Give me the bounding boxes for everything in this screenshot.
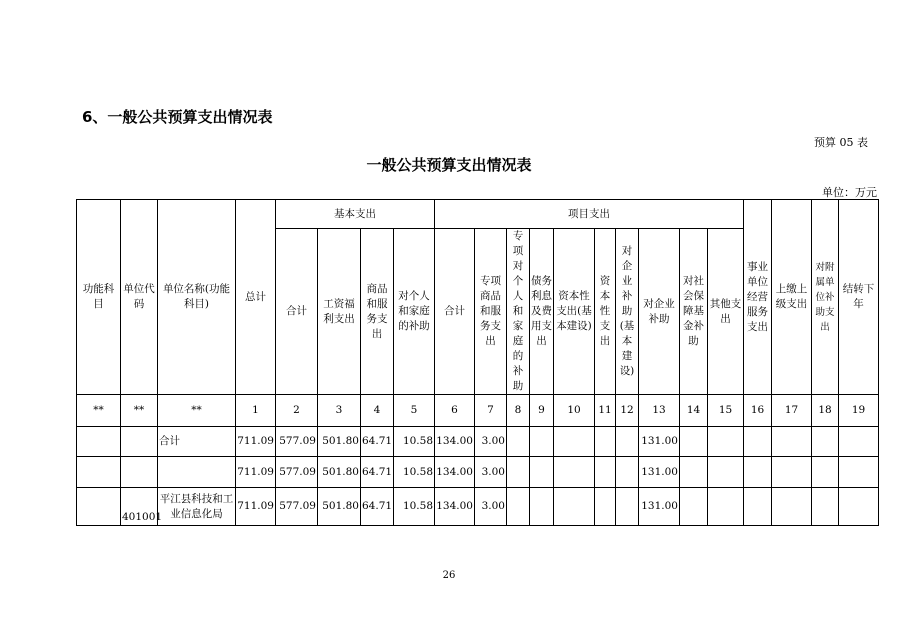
header-capital-basic: 资本性支出(基本建设) xyxy=(554,229,595,395)
header-basic-group: 基本支出 xyxy=(276,200,435,229)
cell-basic-sum: 577.09 xyxy=(276,427,318,457)
index-row xyxy=(77,395,879,427)
cell-wage: 501.80 xyxy=(318,488,361,526)
index-cell: 18 xyxy=(812,395,839,427)
index-cell: 17 xyxy=(772,395,812,427)
header-other: 其他支出 xyxy=(708,229,744,395)
cell-other xyxy=(708,457,744,488)
cell-wage: 501.80 xyxy=(318,427,361,457)
cell-debt xyxy=(530,427,554,457)
cell-special-personal xyxy=(507,488,530,526)
cell-capital xyxy=(595,488,616,526)
cell-upper xyxy=(772,488,812,526)
header-func-subject: 功能科目 xyxy=(77,200,121,395)
cell-enterprise-basic xyxy=(616,427,639,457)
header-social-security: 对社会保障基金补助 xyxy=(680,229,708,395)
cell-personal: 10.58 xyxy=(394,488,435,526)
index-cell: 3 xyxy=(318,395,361,427)
cell-basic-sum: 577.09 xyxy=(276,457,318,488)
index-cell: 2 xyxy=(276,395,318,427)
cell-func xyxy=(77,427,121,457)
index-cell: 9 xyxy=(530,395,554,427)
header-wage-welfare: 工资福利支出 xyxy=(318,229,361,395)
table-row xyxy=(77,457,879,488)
header-row-group xyxy=(77,200,879,229)
cell-subordinate xyxy=(812,427,839,457)
cell-capital-basic xyxy=(554,457,595,488)
cell-capital xyxy=(595,427,616,457)
cell-func xyxy=(77,488,121,526)
header-subordinate: 对附属单位补助支出 xyxy=(812,200,839,395)
cell-public-inst xyxy=(744,427,772,457)
cell-enterprise: 131.00 xyxy=(639,427,680,457)
cell-upper xyxy=(772,427,812,457)
cell-name: 合计 xyxy=(158,427,236,457)
cell-capital-basic xyxy=(554,427,595,457)
cell-upper xyxy=(772,457,812,488)
cell-code xyxy=(121,457,158,488)
header-carryover: 结转下年 xyxy=(839,200,879,395)
cell-code xyxy=(121,427,158,457)
cell-goods: 64.71 xyxy=(361,457,394,488)
cell-social xyxy=(680,488,708,526)
index-cell: 12 xyxy=(616,395,639,427)
cell-debt xyxy=(530,457,554,488)
cell-special-goods: 3.00 xyxy=(475,457,507,488)
cell-goods: 64.71 xyxy=(361,427,394,457)
table-row xyxy=(77,488,879,526)
index-cell: 13 xyxy=(639,395,680,427)
cell-subordinate xyxy=(812,457,839,488)
cell-code: 401001 xyxy=(121,488,158,526)
cell-carryover xyxy=(839,488,879,526)
cell-carryover xyxy=(839,457,879,488)
header-basic-sum: 合计 xyxy=(276,229,318,395)
index-cell: 10 xyxy=(554,395,595,427)
index-cell: 4 xyxy=(361,395,394,427)
index-cell: 15 xyxy=(708,395,744,427)
unit-label: 单位：万元 xyxy=(822,186,877,199)
header-public-institution: 事业单位经营服务支出 xyxy=(744,200,772,395)
index-cell: ** xyxy=(158,395,236,427)
cell-enterprise: 131.00 xyxy=(639,488,680,526)
cell-project-sum: 134.00 xyxy=(435,427,475,457)
cell-enterprise-basic xyxy=(616,457,639,488)
cell-wage: 501.80 xyxy=(318,457,361,488)
header-unit-name: 单位名称(功能科目) xyxy=(158,200,236,395)
header-turnover-upper: 上缴上级支出 xyxy=(772,200,812,395)
cell-personal: 10.58 xyxy=(394,457,435,488)
index-cell: 16 xyxy=(744,395,772,427)
cell-other xyxy=(708,488,744,526)
index-cell: 5 xyxy=(394,395,435,427)
header-enterprise-basic: 对企业补助(基本建设) xyxy=(616,229,639,395)
header-special-goods: 专项商品和服务支出 xyxy=(475,229,507,395)
index-cell: ** xyxy=(77,395,121,427)
cell-public-inst xyxy=(744,457,772,488)
index-cell: ** xyxy=(121,395,158,427)
cell-social xyxy=(680,457,708,488)
form-code: 预算 05 表 xyxy=(814,136,868,149)
table-title: 一般公共预算支出情况表 xyxy=(366,156,532,174)
header-goods-services: 商品和服务支出 xyxy=(361,229,394,395)
index-cell: 7 xyxy=(475,395,507,427)
cell-basic-sum: 577.09 xyxy=(276,488,318,526)
cell-name xyxy=(158,457,236,488)
cell-debt xyxy=(530,488,554,526)
budget-expenditure-table xyxy=(76,199,879,526)
cell-personal: 10.58 xyxy=(394,427,435,457)
index-cell: 14 xyxy=(680,395,708,427)
header-project-sum: 合计 xyxy=(435,229,475,395)
section-title: 6、一般公共预算支出情况表 xyxy=(82,108,273,126)
cell-carryover xyxy=(839,427,879,457)
header-capital: 资本性支出 xyxy=(595,229,616,395)
cell-public-inst xyxy=(744,488,772,526)
index-cell: 6 xyxy=(435,395,475,427)
cell-special-personal xyxy=(507,457,530,488)
header-project-group: 项目支出 xyxy=(435,200,744,229)
index-cell: 19 xyxy=(839,395,879,427)
cell-goods: 64.71 xyxy=(361,488,394,526)
cell-capital-basic xyxy=(554,488,595,526)
table-row xyxy=(77,427,879,457)
cell-total: 711.09 xyxy=(236,457,276,488)
cell-other xyxy=(708,427,744,457)
cell-project-sum: 134.00 xyxy=(435,488,475,526)
cell-project-sum: 134.00 xyxy=(435,457,475,488)
cell-func xyxy=(77,457,121,488)
page-number: 26 xyxy=(442,570,456,581)
cell-special-goods: 3.00 xyxy=(475,488,507,526)
header-enterprise: 对企业补助 xyxy=(639,229,680,395)
header-personal-subsidy: 对个人和家庭的补助 xyxy=(394,229,435,395)
index-cell: 1 xyxy=(236,395,276,427)
index-cell: 11 xyxy=(595,395,616,427)
cell-social xyxy=(680,427,708,457)
header-special-personal: 专项对个人和家庭的补助 xyxy=(507,229,530,395)
cell-special-goods: 3.00 xyxy=(475,427,507,457)
index-cell: 8 xyxy=(507,395,530,427)
cell-total: 711.09 xyxy=(236,427,276,457)
cell-enterprise-basic xyxy=(616,488,639,526)
cell-total: 711.09 xyxy=(236,488,276,526)
header-unit-code: 单位代码 xyxy=(121,200,158,395)
cell-capital xyxy=(595,457,616,488)
header-debt-interest: 债务利息及费用支出 xyxy=(530,229,554,395)
cell-name: 平江县科技和工业信息化局 xyxy=(158,488,236,526)
cell-enterprise: 131.00 xyxy=(639,457,680,488)
header-total: 总计 xyxy=(236,200,276,395)
cell-special-personal xyxy=(507,427,530,457)
cell-subordinate xyxy=(812,488,839,526)
